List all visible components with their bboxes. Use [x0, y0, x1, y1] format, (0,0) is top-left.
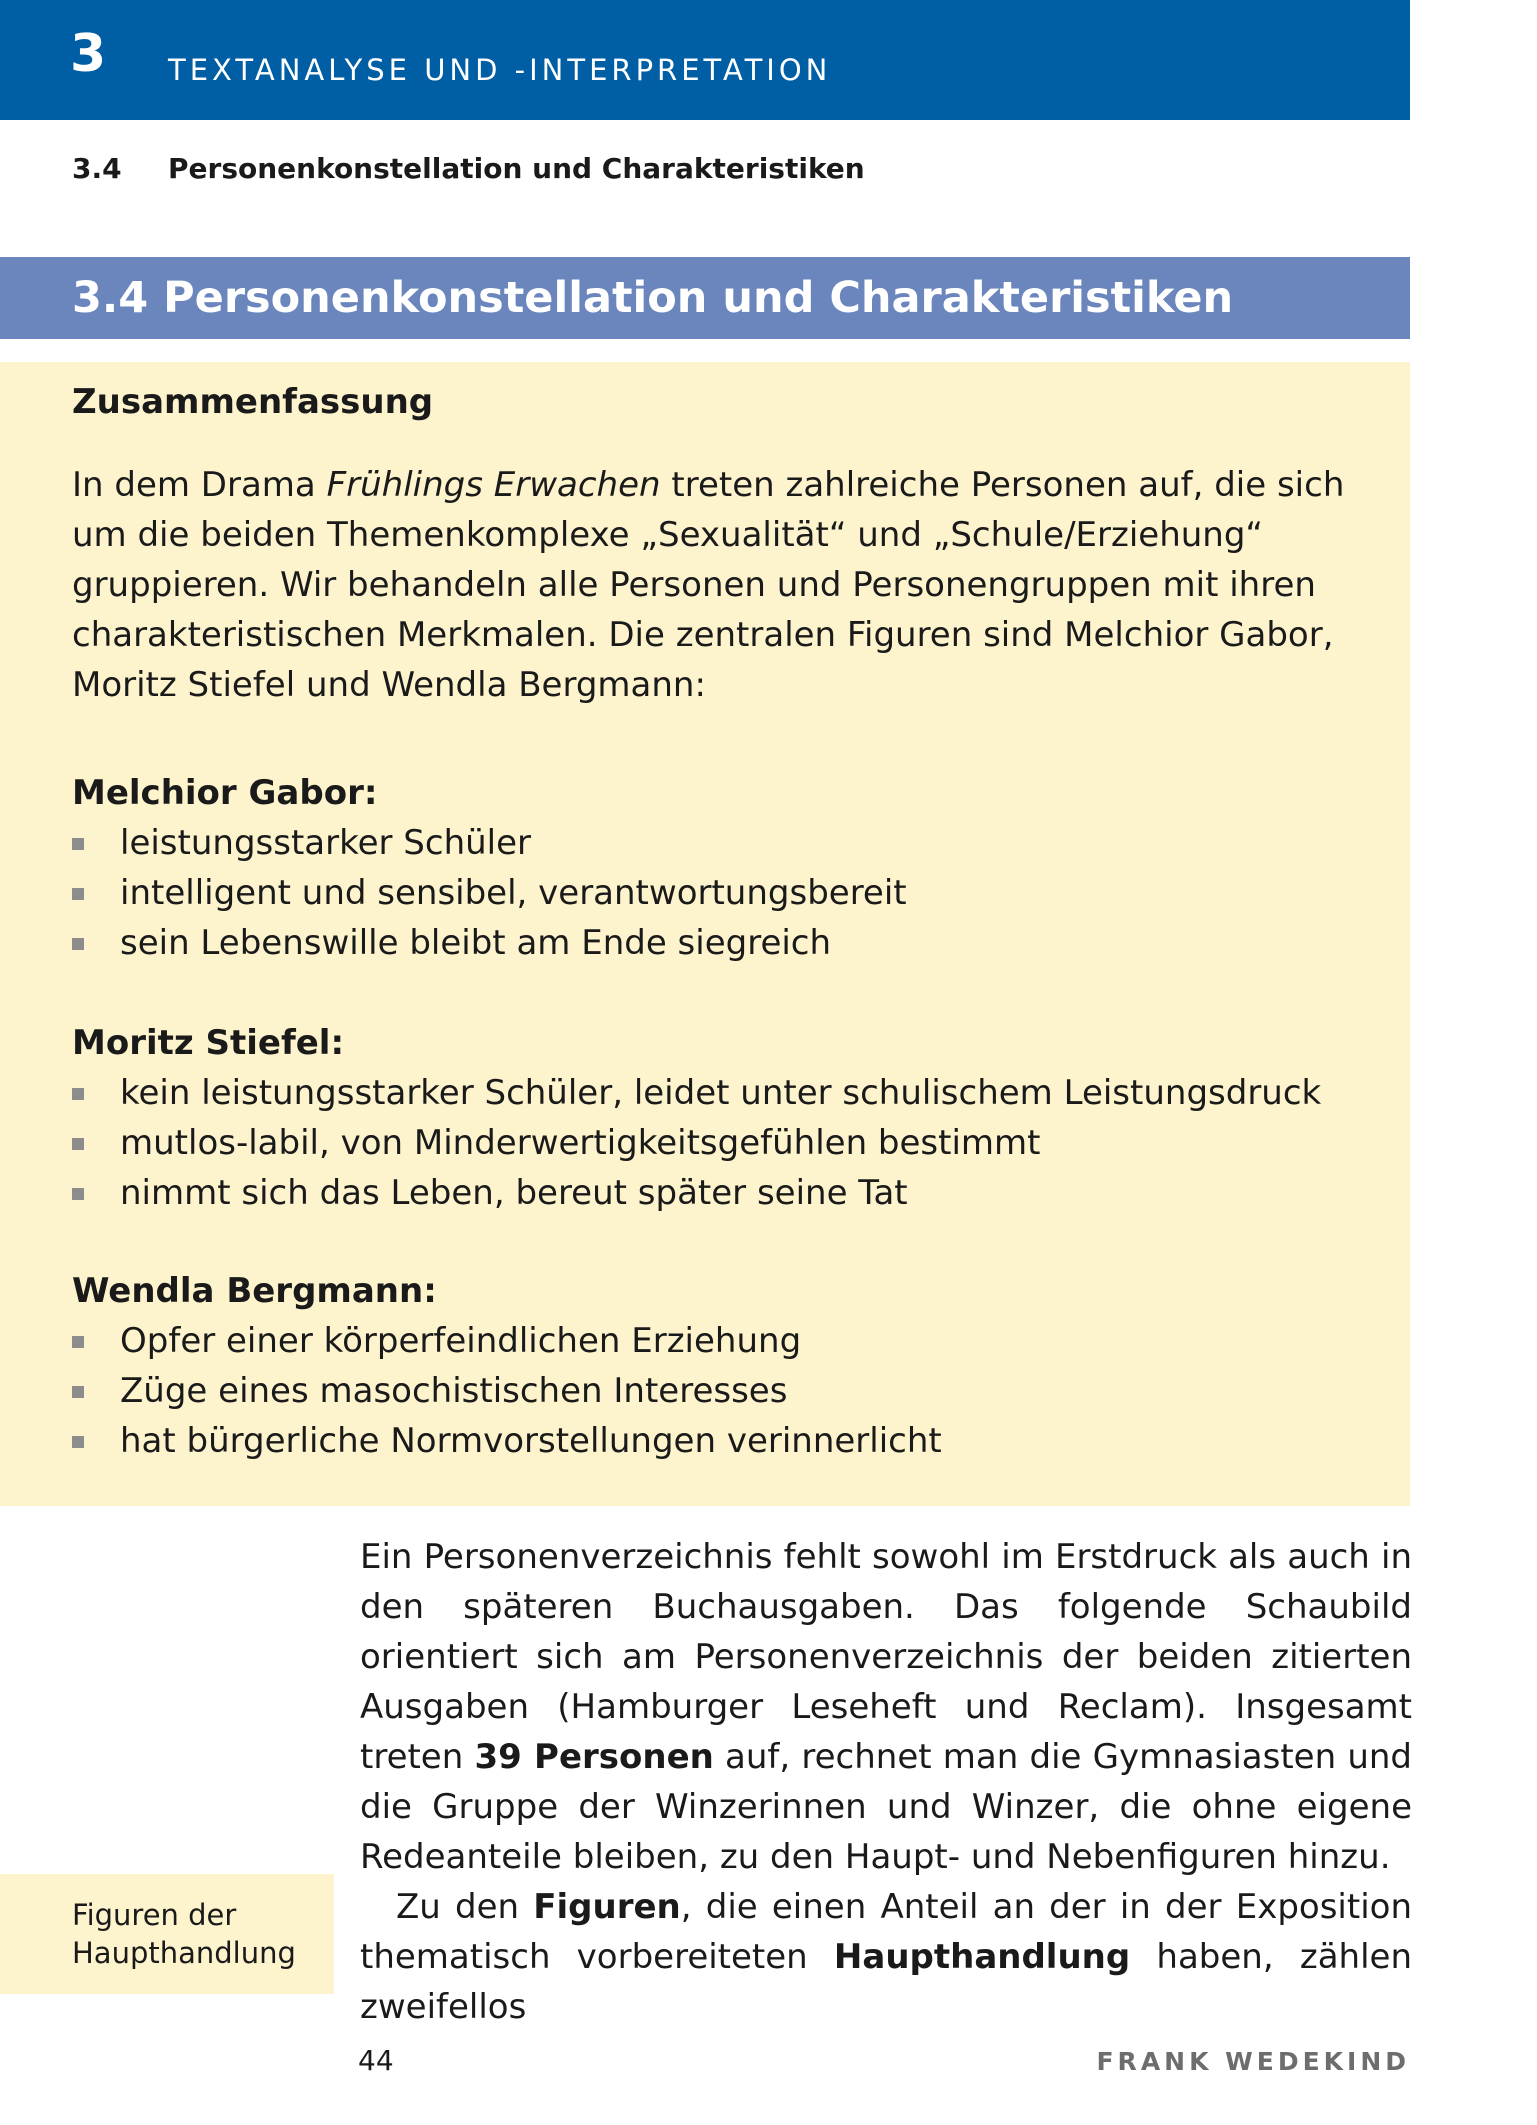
- bullet-square-icon: [72, 1138, 84, 1150]
- trait-item: [72, 1118, 1392, 1168]
- body-paragraph: [360, 1532, 1412, 1882]
- body-text-run: haben, zählen zweifellos: [360, 1937, 1412, 2027]
- summary-heading: Zusammenfassung: [72, 382, 434, 422]
- trait-text: nimmt sich das Leben, bereut später seine Tat: [120, 1173, 908, 1213]
- trait-item: [72, 1366, 1392, 1416]
- bullet-square-icon: [72, 938, 84, 950]
- summary-intro-part: treten zahlreiche Personen auf, die sich um die beiden Themenkomplexe „Sexualität“ und „Schule/Erziehung“ gruppieren. Wir behandeln alle Personen und Personengruppen mit ihren charakteristischen Merkmalen. Die zentralen Figuren sind Melchior Gabor, Moritz Stiefel und Wendla Bergmann:: [72, 465, 1345, 705]
- summary-box: [0, 362, 1410, 1506]
- section-title: 3.4 Personenkonstellation und Charakteristiken: [72, 273, 1234, 323]
- body-text-run: , die einen Anteil an der in der Exposition thematisch vorbereiteten: [360, 1887, 1412, 1977]
- trait-item: [72, 1316, 1392, 1366]
- trait-item: [72, 1068, 1392, 1118]
- trait-text: sein Lebenswille bleibt am Ende siegreich: [120, 923, 832, 963]
- trait-text: hat bürgerliche Normvorstellungen verinnerlicht: [120, 1421, 942, 1461]
- character-name: Moritz Stiefel:: [72, 1023, 345, 1063]
- trait-item: [72, 818, 1392, 868]
- bullet-square-icon: [72, 888, 84, 900]
- character-name: Melchior Gabor:: [72, 773, 378, 813]
- trait-text: Opfer einer körperfeindlichen Erziehung: [120, 1321, 802, 1361]
- bullet-square-icon: [72, 838, 84, 850]
- chapter-header-bar: [0, 0, 1410, 120]
- trait-text: intelligent und sensibel, verantwortungsbereit: [120, 873, 907, 913]
- trait-item: [72, 1168, 1392, 1218]
- body-paragraph: [360, 1882, 1412, 2032]
- body-text: [360, 1532, 1412, 2032]
- bullet-square-icon: [72, 1088, 84, 1100]
- footer-author: FRANK WEDEKIND: [1096, 2047, 1410, 2076]
- trait-item: [72, 918, 1392, 968]
- chapter-number: 3: [70, 24, 107, 84]
- body-text-run: Ein Personenverzeichnis fehlt sowohl im Erstdruck als auch in den späteren Buchausgaben. Das folgende Schaubild orientiert sich am Personenverzeichnis der beiden zitierten Ausgaben (Hamburger Leseheft und Reclam). Insgesamt treten: [360, 1537, 1412, 1777]
- chapter-title: TEXTANALYSE UND -INTERPRETATION: [168, 53, 832, 87]
- character-name: Wendla Bergmann:: [72, 1271, 437, 1311]
- bullet-square-icon: [72, 1336, 84, 1348]
- work-title: Frühlings Erwachen: [326, 465, 661, 505]
- trait-text: Züge eines masochistischen Interesses: [120, 1371, 788, 1411]
- trait-item: [72, 868, 1392, 918]
- body-text-run: Zu den: [396, 1887, 534, 1927]
- character-block-moritz: [72, 1018, 1392, 1218]
- trait-item: [72, 1416, 1392, 1466]
- emphasis-term: Haupthandlung: [833, 1937, 1131, 1977]
- character-block-wendla: [72, 1266, 1392, 1466]
- bullet-square-icon: [72, 1436, 84, 1448]
- trait-text: mutlos-labil, von Minderwertigkeitsgefühlen bestimmt: [120, 1123, 1041, 1163]
- running-head: [72, 152, 865, 185]
- margin-note: [0, 1874, 334, 1994]
- running-section-number: 3.4: [72, 152, 122, 185]
- summary-intro-part: In dem Drama: [72, 465, 327, 505]
- emphasis-term: Figuren: [533, 1887, 681, 1927]
- bullet-square-icon: [72, 1188, 84, 1200]
- running-section-title: Personenkonstellation und Charakteristiken: [168, 152, 865, 185]
- bullet-square-icon: [72, 1386, 84, 1398]
- emphasis-count: 39 Personen: [474, 1737, 714, 1777]
- margin-note-line: Figuren der: [72, 1898, 237, 1932]
- character-block-melchior: [72, 768, 1392, 968]
- page-number: 44: [358, 2044, 394, 2077]
- trait-text: kein leistungsstarker Schüler, leidet unter schulischem Leistungsdruck: [120, 1073, 1322, 1113]
- section-title-bar: [0, 257, 1410, 339]
- trait-text: leistungsstarker Schüler: [120, 823, 532, 863]
- body-text-run: auf, rechnet man die Gymnasiasten und die Gruppe der Winzerinnen und Winzer, die ohne eigene Redeanteile bleiben, zu den Haupt- und Nebenfiguren hinzu.: [360, 1737, 1412, 1877]
- summary-intro: [72, 460, 1372, 710]
- margin-note-line: Haupthandlung: [72, 1936, 296, 1970]
